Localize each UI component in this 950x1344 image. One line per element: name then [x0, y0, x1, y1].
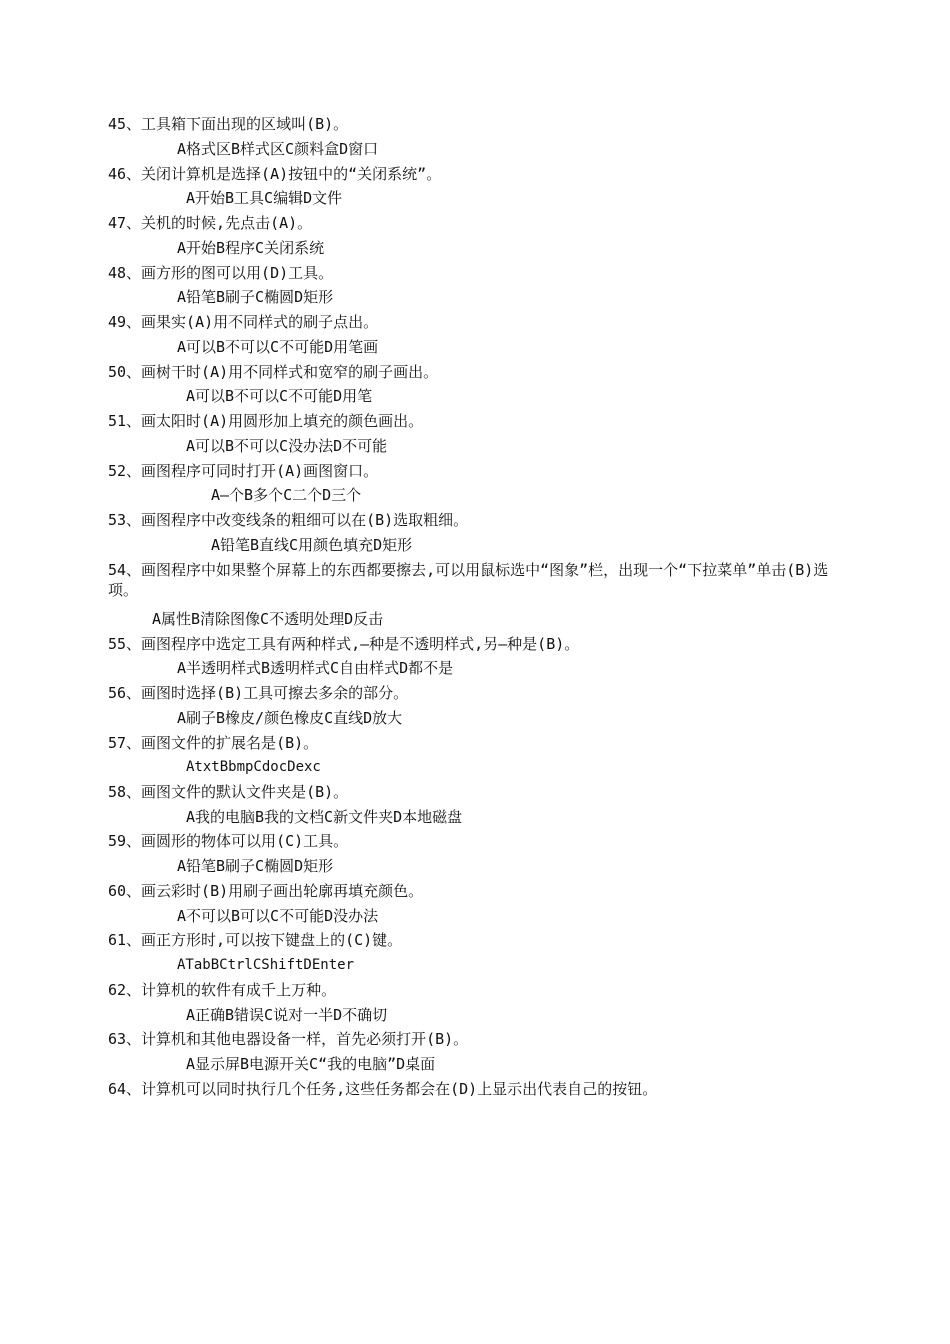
question-63: 63、计算机和其他电器设备一样，首先必须打开(B)。 — [108, 1030, 469, 1048]
answer-options-59: A铅笔B刷子C椭圆D矩形 — [177, 857, 334, 875]
question-58: 58、画图文件的默认文件夹是(B)。 — [108, 783, 349, 801]
question-56: 56、画图时选择(B)工具可擦去多余的部分。 — [108, 684, 409, 702]
answer-options-62: A正确B错误C说对一半D不确切 — [186, 1006, 388, 1024]
question-61: 61、画正方形时,可以按下键盘上的(C)键。 — [108, 931, 403, 949]
answer-options-53: A铅笔B直线C用颜色填充D矩形 — [211, 536, 413, 554]
answer-options-51: A可以B不可以C没办法D不可能 — [186, 437, 388, 455]
question-55: 55、画图程序中选定工具有两种样式,—种是不透明样式,另—种是(B)。 — [108, 635, 580, 653]
question-59: 59、画圆形的物体可以用(C)工具。 — [108, 832, 349, 850]
question-53: 53、画图程序中改变线条的粗细可以在(B)选取粗细。 — [108, 511, 469, 529]
answer-options-58: A我的电脑B我的文档C新文件夹D本地磁盘 — [186, 808, 463, 826]
question-54: 54、画图程序中如果整个屏幕上的东西都要擦去,可以用鼠标选中“图象”栏，出现一个“下拉菜单”单击(B)选项。 — [108, 561, 829, 599]
question-64: 64、计算机可以同时执行几个任务,这些任务都会在(D)上显示出代表自己的按钮。 — [108, 1080, 658, 1098]
question-48: 48、画方形的图可以用(D)工具。 — [108, 264, 334, 282]
question-47: 47、关机的时候,先点击(A)。 — [108, 214, 313, 232]
question-51: 51、画太阳时(A)用圆形加上填充的颜色画出。 — [108, 412, 424, 430]
question-62: 62、计算机的软件有成千上万种。 — [108, 981, 337, 999]
answer-options-48: A铅笔B刷子C椭圆D矩形 — [177, 288, 334, 306]
answer-options-45: A格式区B样式区C颜料盒D窗口 — [177, 140, 379, 158]
answer-options-56: A刷子B橡皮/颜色橡皮C直线D放大 — [177, 709, 403, 727]
answer-options-47: A开始B程序C关闭系统 — [177, 239, 325, 257]
question-45: 45、工具箱下面出现的区域叫(B)。 — [108, 115, 349, 133]
question-57: 57、画图文件的扩展名是(B)。 — [108, 734, 319, 752]
question-50: 50、画树干时(A)用不同样式和宽窄的刷子画出。 — [108, 363, 439, 381]
answer-options-54: A属性B清除图像C不透明处理D反击 — [152, 610, 384, 628]
question-52: 52、画图程序可同时打开(A)画图窗口。 — [108, 462, 379, 480]
answer-options-55: A半透明样式B透明样式C自由样式D都不是 — [177, 659, 454, 677]
question-46: 46、关闭计算机是选择(A)按钮中的“关闭系统”。 — [108, 165, 442, 183]
answer-options-57: AtxtBbmpCdocDexc — [186, 759, 321, 775]
question-60: 60、画云彩时(B)用刷子画出轮廓再填充颜色。 — [108, 882, 424, 900]
question-49: 49、画果实(A)用不同样式的刷子点出。 — [108, 313, 379, 331]
answer-options-50: A可以B不可以C不可能D用笔 — [186, 387, 373, 405]
answer-options-49: A可以B不可以C不可能D用笔画 — [177, 338, 379, 356]
answer-options-60: A不可以B可以C不可能D没办法 — [177, 907, 379, 925]
answer-options-46: A开始B工具C编辑D文件 — [186, 189, 343, 207]
answer-options-52: A—个B多个C二个D三个 — [211, 486, 362, 504]
answer-options-63: A显示屏B电源开关C“我的电脑”D桌面 — [186, 1055, 436, 1073]
answer-options-61: ATabBCtrlCShiftDEnter — [177, 957, 355, 973]
